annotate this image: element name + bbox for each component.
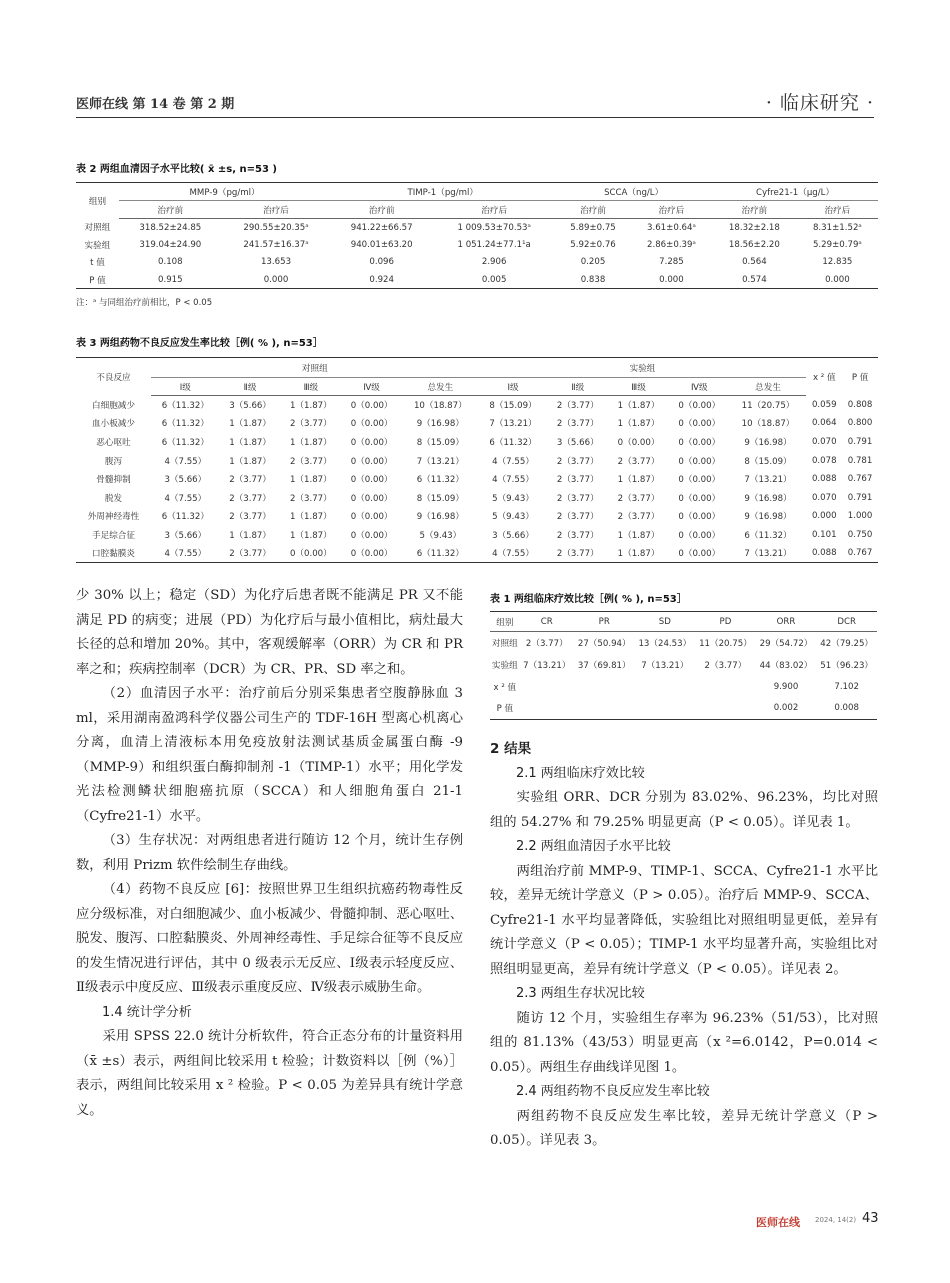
section-heading: 1.4 统计学分析 [102,1004,192,1020]
table3-chi-header: x ² 值 [806,358,842,396]
table3-sub-header: 总发生 [402,378,479,396]
table1-cell: 2（3.77） [704,660,747,671]
paragraph: 随访 12 个月，实验组生存率为 96.23%（51/53），比对照组的 81.13%（43/53）明显更高（x ²=6.0142，P=0.014 < 0.05）。两组生存曲线详见图 1。 [490,1010,878,1075]
table3-row [76,544,878,563]
table3-cell: 0（0.00） [678,475,721,486]
running-header-journal: 医师在线 第 14 卷 第 2 期 [76,97,235,112]
table2-cell: 18.32±2.18 [728,222,780,233]
table2-cell: 290.55±20.35ᵃ [243,222,309,233]
table3-cell: 0（0.00） [678,512,721,523]
table3-row [76,396,878,415]
table3-cell: 1.000 [847,511,873,522]
table3-cell: 2（3.77） [556,401,599,412]
table1-cell [574,676,635,698]
paragraph: 少 30% 以上；稳定（SD）为化疗后患者既不能满足 PR 又不能满足 PD 的病变；进展（PD）为化疗后与最小值相比，病灶最大长径的总和增加 20%。其中，客观缓解率（ORR）为 CR 和 PR 率之和；疾病控制率（DCR）为 CR、PR、SD 率之和。 [76,588,463,677]
table3-cell: 0（0.00） [350,456,393,467]
table3-cell: 9（16.98） [744,512,792,523]
table3-row-label: 白细胞减少 [92,400,135,411]
table3-cell: 1（1.87） [289,512,332,523]
table3-cell: 2（3.77） [556,475,599,486]
table3-cell: 0（0.00） [678,419,721,430]
table3-cell: 2（3.77） [556,456,599,467]
table3-cell: 1（1.87） [289,401,332,412]
table3 [76,357,878,563]
table1-cell [635,676,696,698]
table1-header: PR [574,612,635,632]
table3-cell: 1（1.87） [229,419,271,430]
table3-cell: 0（0.00） [678,530,721,541]
table3-cell: 0.059 [811,399,837,410]
table1-header: DCR [816,612,877,632]
table2-cell: 0.205 [580,257,606,268]
table3-cell: 0.000 [811,511,837,522]
table2-row [76,236,878,254]
table3-cell: 3（5.66） [229,401,271,412]
table1-cell: 7.102 [834,681,859,692]
table2-row-label: 实验组 [84,240,111,251]
table3-body [76,396,878,563]
table1-body [490,632,877,720]
table3-cell: 0.767 [842,544,878,563]
table3-cell: 0（0.00） [678,401,721,412]
table3-cell: 2（3.77） [556,512,599,523]
table1-row [490,698,877,720]
table1-cell: 11（20.75） [699,638,752,649]
table3-cell: 2（3.77） [289,419,332,430]
table3-row-label: 脱发 [104,493,123,504]
table3-sub-header: Ⅳ级 [669,378,730,396]
table3-cell: 0.791 [847,492,873,503]
table3-cell: 7（13.21） [416,456,464,467]
table2-cell: 2.906 [481,257,507,268]
table3-cell: 1（1.87） [289,475,332,486]
table3-cell: 1（1.87） [229,530,271,541]
table2-cell: 7.285 [659,257,684,268]
table2-sub-header: 治疗前 [330,201,433,219]
table3-cell: 6（11.32） [161,512,209,523]
table2-cell: 5.29±0.79ᵃ [812,239,862,250]
table3-cell: 1（1.87） [617,475,660,486]
table2-cell: 1 009.53±70.53ᵃ [457,222,531,233]
table2-cell: 318.52±24.85 [139,222,202,233]
table1-row-label: x ² 值 [493,682,517,693]
table3-cell: 8（15.09） [489,401,537,412]
table2-sub-header: 治疗后 [631,201,712,219]
paragraph: （3）生存状况：对两组患者进行随访 12 个月，统计生存例数，利用 Prizm 软件绘制生存曲线。 [76,833,463,873]
table3-cell: 0（0.00） [350,419,393,430]
table3-row-label: 血小板减少 [92,419,135,430]
table2-sub-header: 治疗后 [222,201,330,219]
table1-cell [695,698,756,720]
table3-cell: 1（1.87） [229,437,271,448]
table3-cell: 8（15.09） [416,493,464,504]
table3-cell: 1（1.87） [617,530,660,541]
footer-volume: 2024, 14(2) [815,1216,857,1224]
page-number: 43 [862,1211,879,1226]
table3-cell: 2（3.77） [229,475,271,486]
table2-cell: 5.92±0.76 [570,239,616,250]
table3-row [76,433,878,452]
table3-row [76,488,878,507]
table2-cell: 13.653 [260,257,292,268]
table3-cell: 0（0.00） [350,493,393,504]
table1-cell [520,698,574,720]
paragraph: （2）血清因子水平：治疗前后分别采集患者空腹静脉血 3 ml，采用湖南盈鸿科学仪器公司生产的 TDF-16H 型离心机离心分离，血清上清液标本用免疫放射法测试基质金属蛋白酶 -9（MMP-9）和组织蛋白酶抑制剂 -1（TIMP-1）水平；用化学发光法检测鳞状细胞癌抗原（SCCA）和人细胞角蛋白 21-1（Cyfre21-1）水平。 [76,686,463,824]
table1-cell [635,698,696,720]
table1-cell: 7（13.21） [641,660,689,671]
table3-cell: 3（5.66） [492,530,534,541]
table3-cell: 0（0.00） [350,512,393,523]
table3-row [76,526,878,545]
table3-cell: 2（3.77） [289,456,332,467]
table1-header: ORR [756,612,817,632]
table3-caption: 表 3 两组药物不良反应发生率比较［例( % ), n=53］ [76,338,323,349]
table3-cell: 0.781 [847,455,873,466]
table3-cell: 0.791 [847,436,873,447]
table3-cell: 2（3.77） [229,493,271,504]
table3-cell: 0.064 [811,418,837,429]
table1-cell: 9.900 [773,681,799,692]
table1-row-label: 对照组 [491,638,518,649]
table3-cell: 4（7.55） [479,544,548,563]
table2-cell: 12.835 [822,257,853,268]
table3-cell: 7（13.21） [744,475,792,486]
table3-cell: 4（7.55） [492,456,534,467]
paragraph: 采用 SPSS 22.0 统计分析软件，符合正态分布的计量资料用（x̄ ±s）表示，两组间比较采用 t 检验；计数资料以［例（%）］表示，两组间比较采用 x ² 检验。P < 0.05 为差异具有统计学意义。 [76,1029,463,1118]
table3-cell: 2（3.77） [617,456,660,467]
table3-cell: 0（0.00） [350,530,393,541]
table2-cell: 0.096 [369,257,394,268]
table1-header: SD [635,612,696,632]
table3-sub-header: 总发生 [730,378,807,396]
table3-cell: 1（1.87） [617,401,660,412]
table3-sub-header: Ⅰ级 [151,378,220,396]
table3-cell: 6（11.32） [402,544,479,563]
table3-cell: 5（9.43） [492,493,534,504]
table3-cell: 5（9.43） [419,530,462,541]
table3-row [76,507,878,526]
table3-cell: 0.088 [811,474,837,485]
table2-group-header: MMP-9（pg/ml） [119,183,330,201]
table3-cell: 6（11.32） [744,530,792,541]
table3-cell: 0（0.00） [678,437,721,448]
table3-cell: 2（3.77） [617,512,660,523]
table2 [76,182,878,289]
table3-cell: 0（0.00） [341,544,402,563]
table1 [490,611,877,720]
table2-row [76,271,878,289]
table3-cell: 1（1.87） [617,419,660,430]
table3-cell: 0.078 [811,455,837,466]
table3-cell: 1（1.87） [289,530,332,541]
table1-cell: 0.008 [816,698,877,720]
table2-cell: 941.22±66.57 [350,222,413,233]
table3-cell: 4（7.55） [151,544,220,563]
table2-sub-header: 治疗后 [797,201,878,219]
subsection-heading: 2.1 两组临床疗效比较 [516,765,645,781]
table2-cell: 3.61±0.64ᵃ [647,222,696,233]
table2-row-label: 对照组 [84,223,111,234]
table2-body [76,219,878,289]
table2-cell: 5.89±0.75 [570,222,616,233]
table3-cell: 6（11.32） [489,437,537,448]
table3-sub-header: Ⅳ级 [341,378,402,396]
table3-row-label: 手足综合征 [92,530,135,541]
table3-cell: 4（7.55） [164,456,207,467]
table3-cell: 9（16.98） [416,512,464,523]
table2-row [76,219,878,237]
table3-row [76,414,878,433]
table3-cell: 0（0.00） [280,544,341,563]
table2-caption: 表 2 两组血清因子水平比较( x̄ ±s, n=53 ) [76,164,277,175]
table3-cell: 0.767 [847,474,873,485]
table1-cell: 13（24.53） [638,638,692,649]
table2-cell: 0.915 [119,271,222,289]
table3-cell: 8（15.09） [416,437,464,448]
table2-row [76,254,878,272]
table2-group-header: SCCA（ng/L） [555,183,712,201]
table3-cell: 2（3.77） [617,493,660,504]
table2-row-label: P 值 [76,271,119,289]
table3-cell: 9（16.98） [416,419,464,430]
table1-cell: 2（3.77） [525,638,568,649]
table3-cell: 1（1.87） [229,456,271,467]
table1-cell: 37（69.81） [577,660,631,671]
table2-sub-header: 治疗前 [555,201,631,219]
table3-sub-header: Ⅲ级 [280,378,341,396]
table3-cell: 11（20.75） [741,401,795,412]
table3-cell: 0.070 [811,436,837,447]
table3-cell: 9（16.98） [744,493,792,504]
table1-row [490,654,877,676]
table3-cell: 7（13.21） [730,544,807,563]
table1-cell [574,698,635,720]
table2-row-label: t 值 [90,258,105,269]
footer-journal-logo: 医师在线 [756,1216,800,1229]
section-heading: 2 结果 [490,741,532,757]
paragraph: 两组药物不良反应发生率比较，差异无统计学意义（P > 0.05）。详见表 3。 [490,1108,878,1148]
table1-cell: 29（54.72） [759,638,813,649]
table1-cell [695,676,756,698]
table3-row-label: 骨髓抑制 [96,475,131,486]
table2-cell: 241.57±16.37ᵃ [243,239,309,250]
table3-cell: 0.750 [847,529,873,540]
table3-cell: 3（5.66） [164,475,207,486]
table1-header: PD [695,612,756,632]
table3-cell: 0（0.00） [678,493,721,504]
table2-note: 注：ᵃ 与同组治疗前相比，P < 0.05 [76,298,213,308]
table3-cell: 10（18.87） [741,419,795,430]
table3-row-label: 口腔黏膜炎 [76,544,151,563]
table1-row-label: 实验组 [491,660,518,671]
table3-cell: 5（9.43） [492,512,534,523]
table1-row-label: P 值 [490,698,520,720]
table3-cell: 6（11.32） [161,437,209,448]
table2-cell: 0.574 [712,271,797,289]
subsection-heading: 2.3 两组生存状况比较 [516,986,645,1001]
table2-cell: 940.01±63.20 [350,239,413,250]
table1-cell: 44（83.02） [759,660,813,671]
table3-cell: 0（0.00） [617,437,660,448]
table3-cell: 4（7.55） [492,475,534,486]
subsection-heading: 2.4 两组药物不良反应发生率比较 [516,1084,710,1099]
table2-cell: 8.31±1.52ᵃ [812,222,862,233]
right-column [490,737,878,1154]
table3-cell: 4（7.55） [164,493,207,504]
table3-cell: 6（11.32） [416,475,464,486]
table1-cell: 27（50.94） [577,638,631,649]
paragraph: 实验组 ORR、DCR 分别为 83.02%、96.23%，均比对照组的 54.27% 和 79.25% 明显更高（P < 0.05）。详见表 1。 [490,790,878,830]
table2-cell: 0.924 [330,271,433,289]
table3-cell: 0（0.00） [350,437,393,448]
table2-cell: 0.000 [222,271,330,289]
table1-header: CR [520,612,574,632]
table3-cell: 2（3.77） [229,512,271,523]
table2-group-header: Cyfre21-1（μg/L） [712,183,878,201]
table3-cell: 3（5.66） [164,530,207,541]
table1-cell: 51（96.23） [820,660,874,671]
table3-p-header: P 值 [842,358,878,396]
table1-row [490,632,877,654]
table2-group-label: 组别 [76,183,119,219]
table1-cell: 0.002 [756,698,817,720]
table3-cell: 2（3.77） [556,493,599,504]
table2-cell: 319.04±24.90 [139,239,202,250]
table3-cell: 0（0.00） [350,475,393,486]
subsection-heading: 2.2 两组血清因子水平比较 [516,839,671,854]
table3-cell: 0（0.00） [669,544,730,563]
table3-group-header: 对照组 [151,358,479,378]
paragraph: （4）药物不良反应 [6]：按照世界卫生组织抗癌药物毒性反应分级标准，对白细胞减少、血小板减少、骨髓抑制、恶心呕吐、脱发、腹泻、口腔黏膜炎、外周神经毒性、手足综合征等不良反应的发生情况进行评估，其中 0 级表示无反应、Ⅰ级表示轻度反应、Ⅱ级表示中度反应、Ⅲ级表示重度反应、Ⅳ级表示威胁生命。 [76,882,463,995]
table3-cell: 8（15.09） [744,456,792,467]
header-divider [76,117,874,118]
table3-cell: 2（3.77） [220,544,281,563]
table3-cell: 0.088 [806,544,842,563]
table1-caption: 表 1 两组临床疗效比较［例( % ), n=53］ [490,594,687,605]
table3-cell: 0.800 [847,418,873,429]
paragraph: 两组治疗前 MMP-9、TIMP-1、SCCA、Cyfre21-1 水平比较，差异无统计学意义（P > 0.05）。治疗后 MMP-9、SCCA、Cyfre21-1 水平均显著降低，实验组比对照组明显更低，差异有统计学意义（P < 0.05）；TIMP-1 水平均显著升高，实验组比对照组明显更高，差异有统计学意义（P < 0.05）。详见表 2。 [490,863,878,977]
table2-sub-header: 治疗前 [712,201,797,219]
table3-cell: 0.101 [811,529,837,540]
table3-cell: 0（0.00） [350,401,393,412]
table1-cell: 7（13.21） [523,660,571,671]
running-header-section: · 临床研究 · [765,92,874,114]
table3-cell: 0.808 [847,399,873,410]
table3-cell: 2（3.77） [556,419,599,430]
table3-cell: 0.070 [811,492,837,503]
table2-cell: 18.56±2.20 [728,239,780,250]
table3-group-header: 实验组 [479,358,807,378]
table2-group-header: TIMP-1（pg/ml） [330,183,555,201]
table3-cell: 2（3.77） [289,493,332,504]
table3-row-label: 外周神经毒性 [87,512,140,523]
table3-row [76,451,878,470]
table2-cell: 0.000 [797,271,878,289]
table3-cell: 6（11.32） [161,401,209,412]
table3-row-label: 恶心呕吐 [96,437,131,448]
table3-cell: 2（3.77） [556,530,599,541]
table2-cell: 0.838 [555,271,631,289]
table2-cell: 1 051.24±77.1¹a [457,239,531,250]
table3-cell: 1（1.87） [289,437,332,448]
table2-cell: 0.564 [742,257,767,268]
table2-sub-header: 治疗前 [119,201,222,219]
table3-first-col-header: 不良反应 [76,358,151,396]
table3-cell: 6（11.32） [161,419,209,430]
table3-row [76,470,878,489]
left-column [76,584,463,1123]
table2-cell: 0.108 [158,257,183,268]
table2-cell: 0.005 [433,271,555,289]
table2-sub-header: 治疗后 [433,201,555,219]
table3-cell: 7（13.21） [489,419,537,430]
table3-sub-header: Ⅱ级 [547,378,608,396]
table2-cell: 2.86±0.39ᵃ [647,239,696,250]
table3-sub-header: Ⅰ级 [479,378,548,396]
table3-cell: 9（16.98） [744,437,792,448]
table3-cell: 3（5.66） [556,437,599,448]
table3-cell: 2（3.77） [547,544,608,563]
table3-sub-header: Ⅱ级 [220,378,281,396]
table3-cell: 1（1.87） [608,544,669,563]
table3-cell: 0（0.00） [678,456,721,467]
table1-header: 组别 [490,612,520,632]
table3-row-label: 腹泻 [104,456,123,467]
table2-cell: 0.000 [631,271,712,289]
table1-cell: 42（79.25） [820,638,874,649]
table1-cell [520,676,574,698]
table1-row [490,676,877,698]
table3-sub-header: Ⅲ级 [608,378,669,396]
table3-cell: 10（18.87） [413,401,467,412]
